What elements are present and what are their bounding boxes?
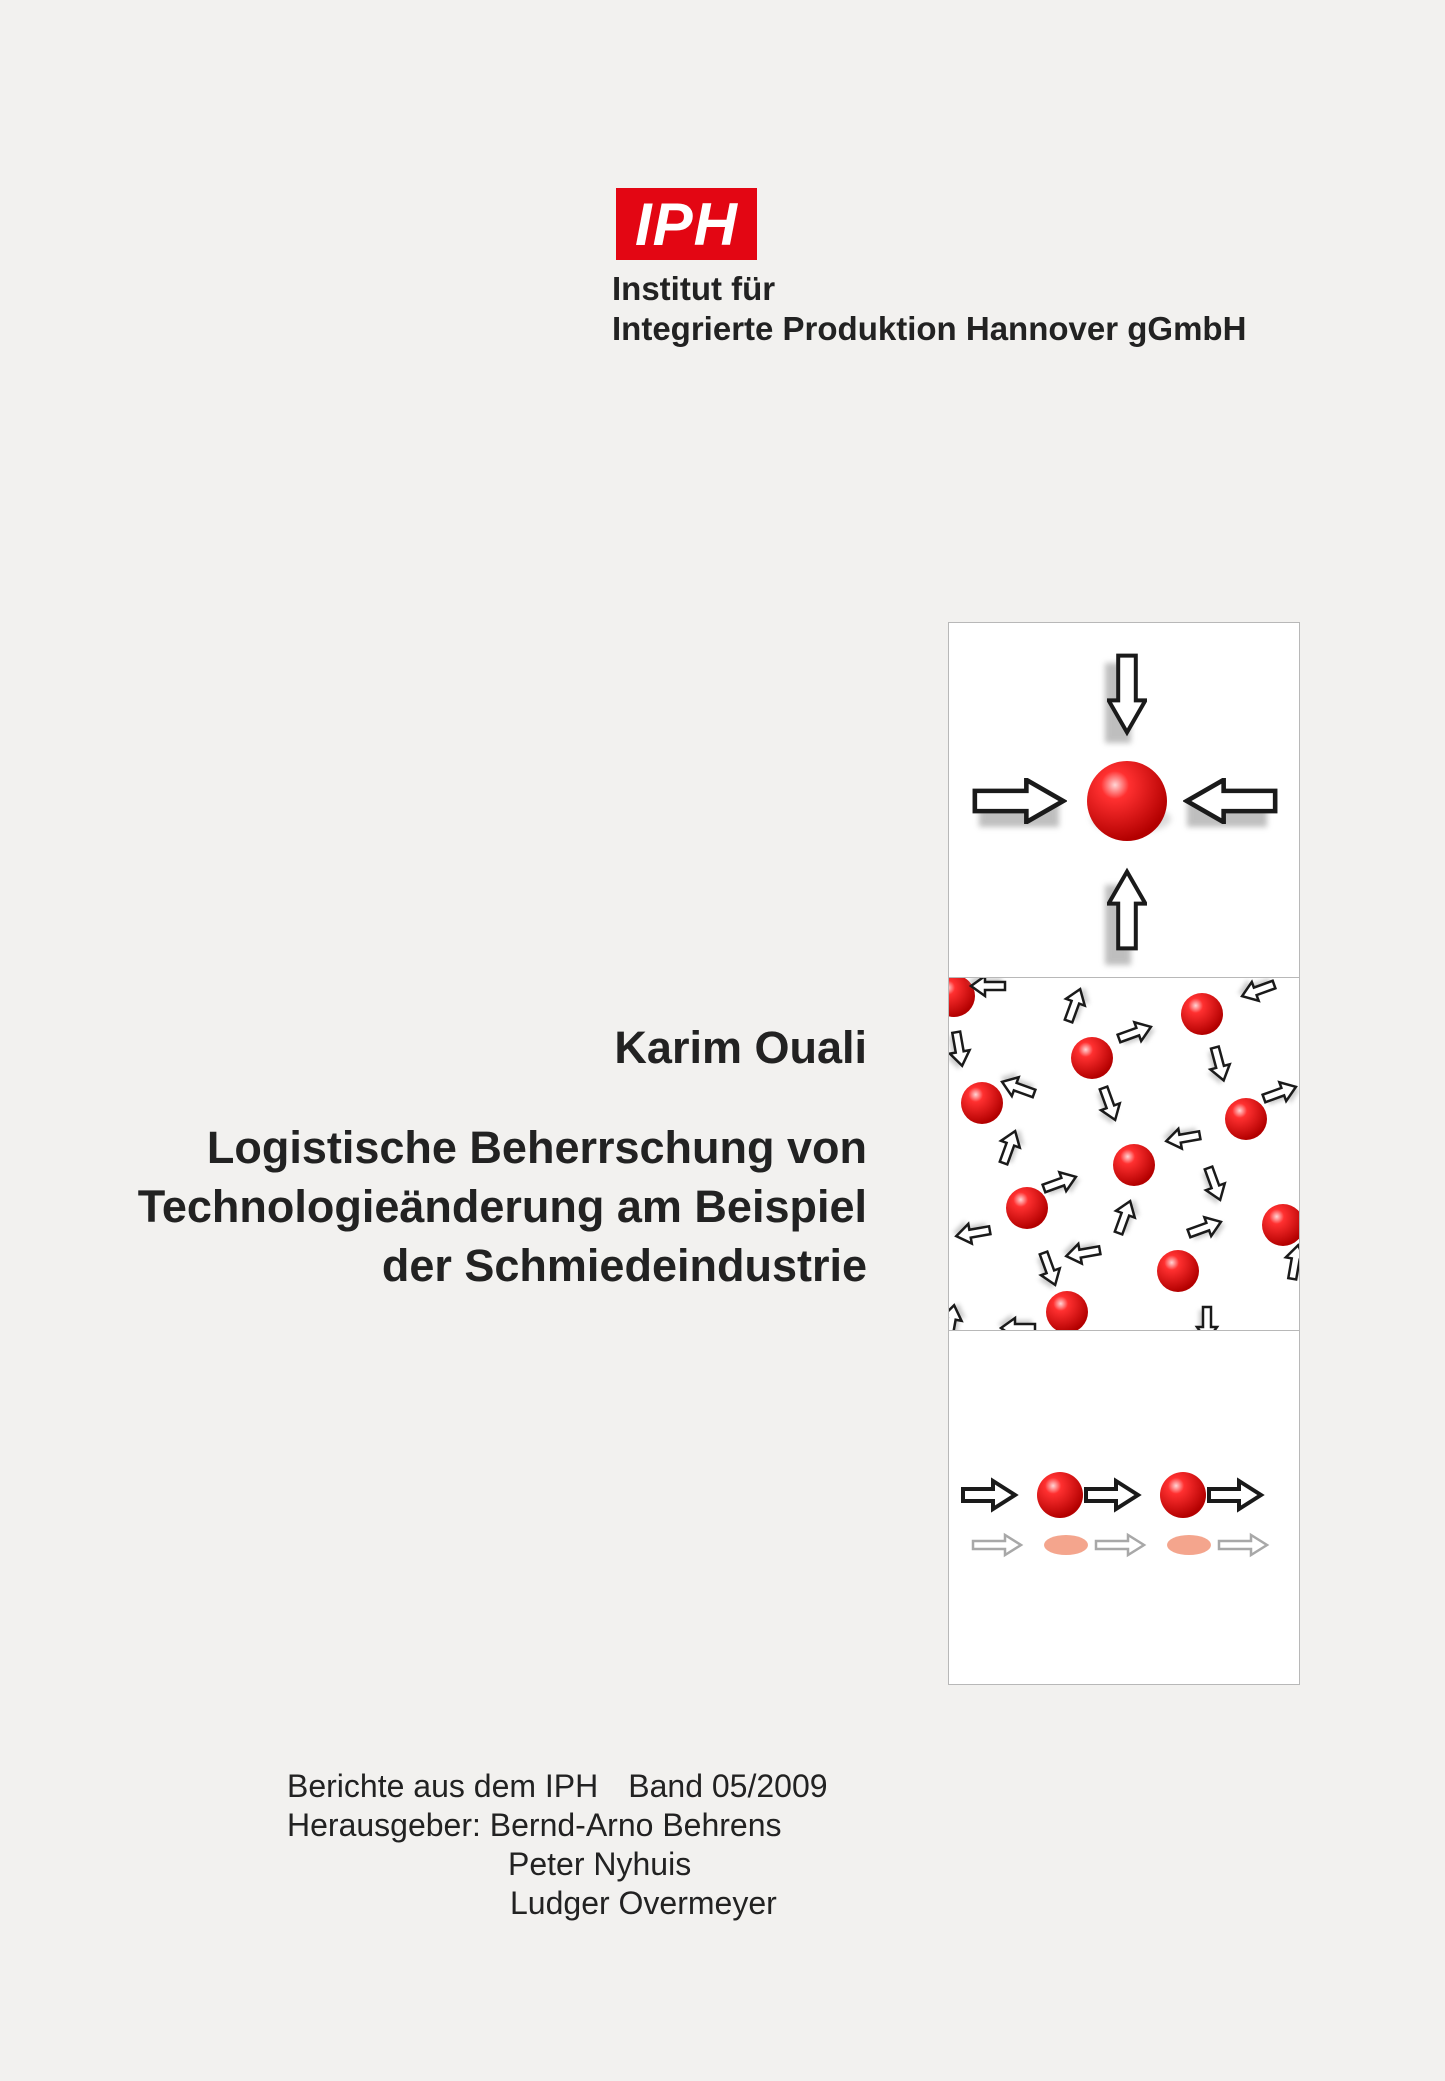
flow-arrow-icon [1193, 1307, 1217, 1331]
flow-arrow-icon [1282, 1241, 1300, 1282]
red-ball-icon [1181, 993, 1223, 1035]
converging-arrows-graphic [949, 623, 1300, 978]
illustration-linear-flow [948, 1330, 1300, 1685]
red-ball-icon [1160, 1472, 1206, 1518]
author-name: Karim Ouali [614, 1022, 867, 1073]
institute-name-line1: Institut für [612, 270, 776, 307]
series-name: Berichte aus dem IPH [287, 1768, 599, 1804]
red-ball-icon [1225, 1098, 1267, 1140]
chaotic-flow-graphic [949, 978, 1300, 1331]
series-volume: Band 05/2009 [628, 1768, 828, 1804]
flow-arrow-icon [1109, 1195, 1144, 1238]
red-ball-icon [1113, 1144, 1155, 1186]
flow-arrow-icon [1059, 983, 1094, 1026]
flow-arrow-icon [1061, 1236, 1102, 1266]
book-title-line3: der Schmiedeindustrie [381, 1240, 867, 1291]
editors-line-1 [287, 1807, 782, 1844]
flow-arrow-icon [949, 1301, 968, 1331]
red-ball-icon [961, 1082, 1003, 1124]
editors-label: Herausgeber: [287, 1807, 481, 1843]
editor-name: Ludger Overmeyer [510, 1885, 777, 1921]
red-ball-icon [1037, 1472, 1083, 1518]
iph-logo [616, 188, 757, 260]
series-line [287, 1768, 828, 1805]
editor-name: Peter Nyhuis [508, 1846, 692, 1882]
flow-arrow-icon [1201, 1045, 1234, 1087]
flow-arrow-icon [951, 1216, 992, 1246]
flow-arrow-icon [998, 1314, 1035, 1331]
illustration-converging-arrows [948, 622, 1300, 978]
book-title-line1: Logistische Beherrschung von [206, 1122, 867, 1173]
illustration-chaotic-flow [948, 977, 1300, 1331]
flow-arrow-icon [949, 1031, 972, 1072]
red-ball-icon [1087, 761, 1167, 841]
book-title [138, 1118, 867, 1295]
book-title-line2: Technologieänderung am Beispiel [137, 1181, 867, 1232]
red-ball-icon [1157, 1250, 1199, 1292]
flow-arrow-icon [1116, 1016, 1159, 1051]
flow-arrow-icon [1161, 1121, 1202, 1151]
flow-arrow-icon [994, 1125, 1029, 1168]
iph-logo-text: IPH [634, 190, 739, 258]
flow-arrow-icon [1186, 1211, 1229, 1246]
flow-arrow-icon [1030, 1250, 1065, 1293]
flow-arrow-icon [1261, 1076, 1300, 1111]
flow-arrow-icon [1041, 1166, 1084, 1201]
institute-name-line2: Integrierte Produktion Hannover gGmbH [612, 310, 1247, 347]
red-ball-icon [1262, 1204, 1300, 1246]
flow-arrow-icon [996, 1068, 1039, 1103]
linear-flow-graphic [949, 1331, 1300, 1685]
flow-arrow-icon [1090, 1085, 1125, 1128]
editor-name: Bernd-Arno Behrens [489, 1807, 782, 1843]
red-ball-icon [1071, 1037, 1113, 1079]
red-ball-icon [1006, 1187, 1048, 1229]
red-ball-icon [1046, 1291, 1088, 1331]
flow-arrow-icon [1234, 978, 1277, 1007]
flow-arrow-icon [1195, 1165, 1230, 1208]
